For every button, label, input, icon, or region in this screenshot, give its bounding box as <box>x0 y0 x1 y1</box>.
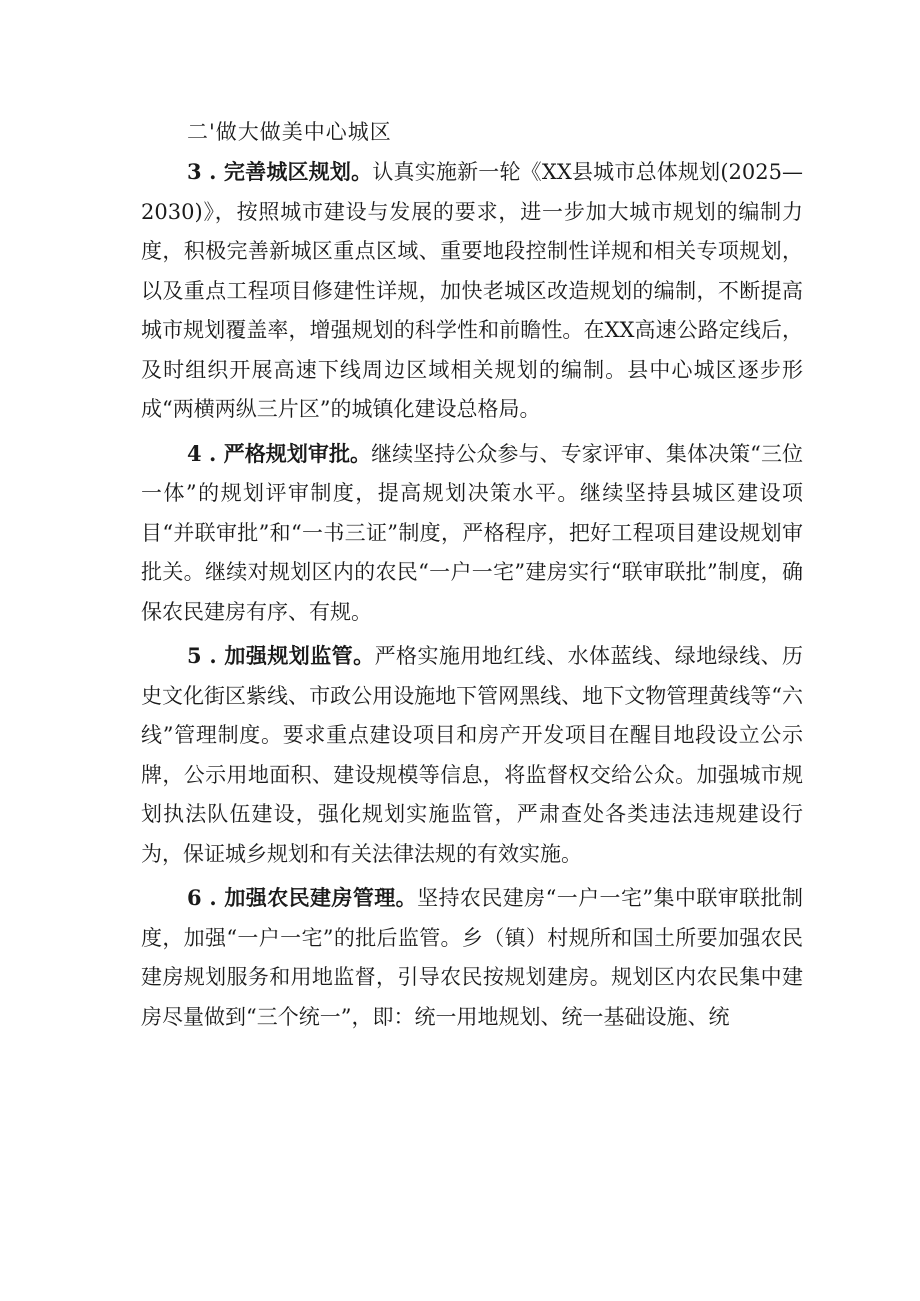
paragraph-urban-planning <box>141 152 803 430</box>
paragraph-text: 坚持农民建房“一户一宅”集中联审联批制度，加强“一户一宅”的批后监管。乡（镇）村规所和国土所要加强农民建房规划服务和用地监督，引导农民按规划建房。规划区内农民集中建房尽量做到“三个统一”，即：统一用地规划、统一基础设施、统 <box>141 886 803 1029</box>
paragraph-text: 严格实施用地红线、水体蓝线、绿地绿线、历史文化街区紫线、市政公用设施地下管网黑线、地下文物管理黄线等“六线”管理制度。要求重点建设项目和房产开发项目在醒目地段设立公示牌，公示用地面积、建设规模等信息，将监督权交给公众。加强城市规划执法队伍建设，强化规划实施监管，严肃查处各类违法违规建设行为，保证城乡规划和有关法律法规的有效实施。 <box>141 644 804 866</box>
paragraph-supervision <box>141 636 803 874</box>
paragraph-lead: 6 . 加强农民建房管理。 <box>187 885 418 910</box>
document-body <box>141 112 803 1037</box>
paragraph-lead: 3 . 完善城区规划。 <box>187 159 373 184</box>
paragraph-lead: 4 . 严格规划审批。 <box>187 440 372 466</box>
paragraph-rural-housing <box>141 878 803 1037</box>
paragraph-text: 认真实施新一轮《XX县城市总体规划(2025—2030)》，按照城市建设与发展的要求，进一步加大城市规划的编制力度，积极完善新城区重点区域、重要地段控制性详规和相关专项规划，以及重点工程项目修建性详规，加快老城区改造规划的编制，不断提高城市规划覆盖率，增强规划的科学性和前瞻性。在XX高速公路定线后，及时组织开展高速下线周边区域相关规划的编制。县中心城区逐步形成“两横两纵三片区”的城镇化建设总格局。 <box>141 160 803 421</box>
paragraph-lead: 5 . 加强规划监管。 <box>187 643 375 668</box>
paragraph-approval <box>141 434 803 633</box>
paragraph-text: 继续坚持公众参与、专家评审、集体决策“三位一体”的规划评审制度，提高规划决策水平。继续坚持县城区建设项目“并联审批”和“一书三证”制度，严格程序，把好工程项目建设规划审批关。继续对规划区内的农民“一户一宅”建房实行“联审联批”制度，确保农民建房有序、有规。 <box>141 441 803 624</box>
section-heading: 二'做大做美中心城区 <box>187 120 392 144</box>
